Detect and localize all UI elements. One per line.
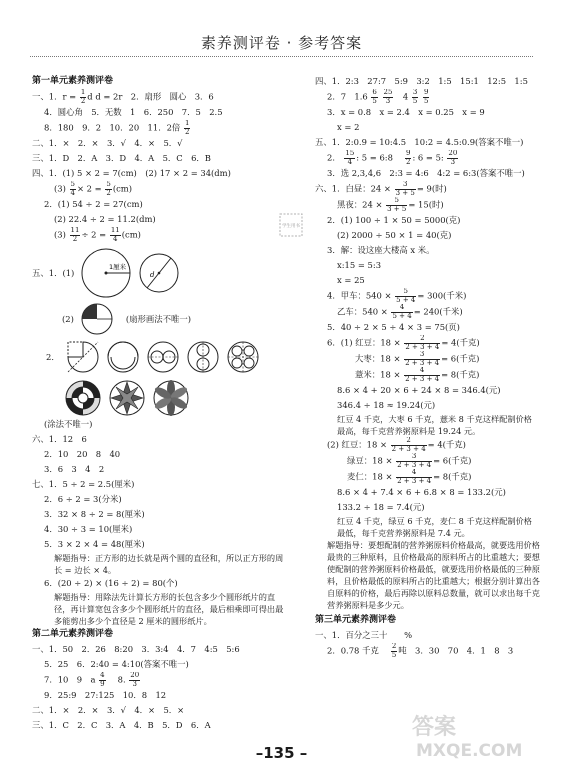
unit2-s6-2b: (2) 2000 ÷ 50 × 1 = 40(克) (337, 230, 452, 240)
section-5-label: 五、1．(1) (32, 267, 75, 278)
unit2-s6-3: 3．解：设这座大楼高 x 米。 (327, 245, 435, 255)
unit2-s4-1: 四、1．2:3 27:7 5:9 3:2 1:5 15:1 12:5 1:5 (315, 76, 528, 86)
stamp-seal (278, 212, 304, 238)
pattern-drawings-row1 (32, 340, 287, 374)
unit1-s1-line2: 4．圆心角 5．无数 1 6．250 7．5 2.5 (44, 107, 223, 117)
pattern-figure-1 (66, 340, 100, 374)
circle-radius-figure (80, 247, 132, 299)
unit2-s6-1b: 黑夜：24 × $\frac{5}{3 + 5}$ = 15(时) (337, 197, 444, 213)
unit2-s1-1: 一、1．50 2．26 8:20 3．3:4 4．7 4:5 5:6 (32, 644, 240, 654)
fraction: $\frac{1}{2}$ (80, 89, 86, 105)
pattern-drawings-row2 (32, 379, 287, 417)
unit1-s7-1: 七、1．5 ÷ 2 = 2.5(厘米) (32, 479, 135, 489)
unit1-title: 第一单元素养测评卷 (32, 76, 114, 86)
unit1-s6-3: 3．6 3 4 2 (44, 464, 105, 474)
unit2-tip: 解题指导：要想配制的营养粥原料价格最高，就要选用价格最贵的三种原料，且价格最高的原料所占的比重越大；要想使配制的营养粥原料价格最低，就要选用价格最低的三种原料，且价格最低的原料所占的比重越大；根据分别计算出各自原料的价格，最后再除以原料总数量，就可以求出每千克营养粥原料是多少元。 (327, 540, 540, 610)
unit2-s6-6a: 6．(1) 红豆：18 × $\frac{2}{2 + 3 + 4}$ = 4(千克) (327, 335, 480, 351)
unit1-s4-line1: 四、1．(1) 5 × 2 = 7(cm) (2) 17 × 2 = 34(dm) (32, 168, 231, 178)
shaded-rings-figure (64, 379, 102, 417)
unit1-s7-6-tip: 解题指导：用除法先计算长方形的长包含多少个圆形纸片的直径，再计算宽包含多少个圆形纸片的直径，最后相乘即可得出最多能剪出多少个直径是 2 厘米的圆形纸片。 (54, 592, 284, 626)
circle-drawings (32, 247, 287, 299)
pattern-figure-3 (146, 340, 180, 374)
unit1-s1-line1: 一、1．r = $\frac{1}{2}$ d d = 2r 2．扇形 圆心 3．6 (32, 89, 214, 105)
unit2-s6-6f: 红豆 4 千克，大枣 6 千克，薏米 8 千克这样配制价格最高，每千克营养粥原料是 19.24 元。 (337, 414, 532, 436)
unit3-s1-1: 一、1．百分之三十 % (315, 630, 413, 640)
unit2-s4-2: 2．7 1.6 $\frac{6}{5}$ $\frac{25}{3}$ 4 $\frac{3}{5}$ $\frac{9}{5}$ (327, 89, 429, 105)
stamp-text: 学生用书 (282, 224, 300, 229)
unit1-s7-3: 3．32 × 8 ÷ 2 = 8(厘米) (44, 509, 145, 519)
sector-note: (扇形画法不唯一) (125, 313, 192, 324)
header-divider (30, 56, 533, 57)
unit1-s7-6: 6．(20 ÷ 2) × (16 ÷ 2) = 80(个) (44, 578, 178, 588)
unit3-s1-2: 2．0.78 千克 $\frac{2}{5}$ 吨 3．30 70 4．1 8 3 (327, 643, 514, 659)
sector-drawing (32, 302, 287, 336)
unit2-s5-2: 2． $\frac{15}{4}$ : 5 = 6:8 $\frac{9}{2}$ : 6 = 5: $\frac{20}{3}$ (327, 150, 458, 166)
pattern-figure-4 (186, 340, 220, 374)
unit2-title: 第二单元素养测评卷 (32, 629, 114, 639)
unit2-s6-2a: 2．(1) 100 ÷ 1 × 50 = 5000(克) (327, 215, 461, 225)
unit2-s6-7e: 133.2 ÷ 18 = 7.4(元) (337, 502, 425, 512)
unit2-s5-3: 3．选 2,3,4,6 2:3 = 4:6 4:2 = 6:3(答案不唯一) (327, 168, 525, 178)
watermark-text: MXQE.COM (416, 741, 523, 760)
unit2-s6-7d: 8.6 × 4 + 7.4 × 6 + 6.8 × 8 = 133.2(元) (337, 487, 506, 497)
unit2-s6-7a: (2) 红豆：18 × $\frac{2}{2 + 3 + 4}$ = 4(千克) (327, 437, 466, 453)
circle-diameter-figure (138, 252, 180, 294)
unit2-s6-7b: 绿豆：18 × $\frac{3}{2 + 3 + 4}$ = 6(千克) (347, 453, 472, 469)
unit1-s6-2: 2．10 20 8 40 (44, 449, 121, 459)
unit1-s3: 三、1．D 2．A 3．D 4．A 5．C 6．B (32, 153, 211, 163)
unit2-s6-3b: x:15 = 5:3 (337, 260, 382, 270)
unit2-s6-4b: 乙车：540 × $\frac{4}{5 + 4}$ = 240(千米) (337, 304, 463, 320)
diameter-label: d (150, 271, 155, 279)
page-header-title: 素养测评卷 · 参考答案 (200, 34, 363, 52)
pattern-figure-2 (106, 340, 140, 374)
unit1-s6-1: 六、1．12 6 (32, 434, 87, 444)
unit2-s6-7c: 麦仁：18 × $\frac{4}{2 + 3 + 4}$ = 8(千克) (347, 469, 472, 485)
star-pattern-figure (108, 379, 146, 417)
pattern-label: 2． (46, 351, 60, 362)
unit2-s6-6d: 8.6 × 4 + 20 × 6 + 24 × 8 = 346.4(元) (337, 385, 501, 395)
unit1-s4-2a: 2．(1) 54 ÷ 2 = 27(cm) (44, 199, 143, 209)
unit3-title: 第三单元素养测评卷 (315, 615, 397, 625)
flower-pattern-figure (152, 379, 190, 417)
page-number: –135 – (255, 744, 308, 762)
unit2-s1-5: 5．25 6．2:40 = 4:10(答案不唯一) (44, 659, 189, 669)
fraction: $\frac{1}{2}$ (184, 120, 190, 136)
sector-figure (80, 302, 114, 336)
left-column (32, 74, 287, 733)
unit2-s3: 三、1．C 2．C 3．A 4．B 5．D 6．A (32, 720, 211, 730)
unit2-s4-3b: x = 2 (337, 122, 360, 132)
unit1-s7-2: 2．6 ÷ 2 = 3(分米) (44, 494, 122, 504)
unit2-s6-1: 六、1．白昼：24 × $\frac{3}{3 + 5}$ = 9(时) (315, 181, 447, 197)
unit1-s7-5-tip: 解题指导：正方形的边长就是两个圆的直径和，所以正方形的周长 = 边长 × 4。 (54, 553, 284, 575)
unit1-s1-line3: 8．180 9．2 10．20 11．2倍 $\frac{1}{2}$ (44, 120, 190, 136)
unit2-s6-7f: 红豆 4 千克，绿豆 6 千克，麦仁 8 千克这样配制价格最低，每千克营养粥原料是 7.4 元。 (337, 516, 532, 538)
unit2-s6-6c: 薏米：18 × $\frac{4}{2 + 3 + 4}$ = 8(千克) (355, 367, 480, 383)
unit1-s4-2b: (2) 22.4 ÷ 2 = 11.2(dm) (54, 214, 156, 224)
unit2-s2: 二、1．× 2．× 3．√ 4．× 5．× (32, 705, 185, 715)
pattern-figure-5 (226, 340, 260, 374)
unit2-s6-5: 5．40 ÷ 2 × 5 ÷ 4 × 3 = 75(页) (327, 322, 460, 332)
unit1-s4-line2: (3) $\frac{5}{4}$ × 2 = $\frac{5}{2}$ (cm) (54, 181, 132, 197)
unit2-s5-1: 五、1．2:0.9 = 10:4.5 10:2 = 4.5:0.9(答案不唯一) (315, 137, 524, 147)
right-column (315, 74, 540, 659)
unit2-s6-6b: 大枣：18 × $\frac{3}{2 + 3 + 4}$ = 6(千克) (355, 351, 480, 367)
unit2-s6-3c: x = 25 (337, 275, 365, 285)
unit1-s5-note: (涂法不唯一) (44, 419, 93, 429)
unit2-s1-7: 7．10 9 a $\frac{4}{9}$ 8. $\frac{20}{3}$ (44, 672, 140, 688)
unit1-s4-2c: (3) $\frac{11}{2}$ ÷ 2 = $\frac{11}{4}$ (cm) (54, 227, 141, 243)
unit1-s2: 二、1．× 2．× 3．√ 4．× 5．√ (32, 138, 183, 148)
unit1-s7-5: 5．3 × 2 × 4 = 48(厘米) (44, 539, 145, 549)
sector-label: (2) (62, 313, 74, 324)
unit2-s6-4a: 4．甲车：540 × $\frac{5}{5 + 4}$ = 300(千米) (327, 288, 467, 304)
svg-text:答案: 答案 (412, 715, 457, 740)
unit1-s7-4: 4．30 ÷ 3 = 10(厘米) (44, 524, 133, 534)
radius-label: 1厘米 (109, 263, 127, 271)
unit2-s1-9: 9．25:9 27:125 10．8 12 (44, 690, 167, 700)
unit2-s4-3: 3．x = 0.8 x = 2.4 x = 0.25 x = 9 (327, 107, 485, 117)
unit2-s6-6e: 346.4 ÷ 18 ≈ 19.24(元) (337, 400, 436, 410)
